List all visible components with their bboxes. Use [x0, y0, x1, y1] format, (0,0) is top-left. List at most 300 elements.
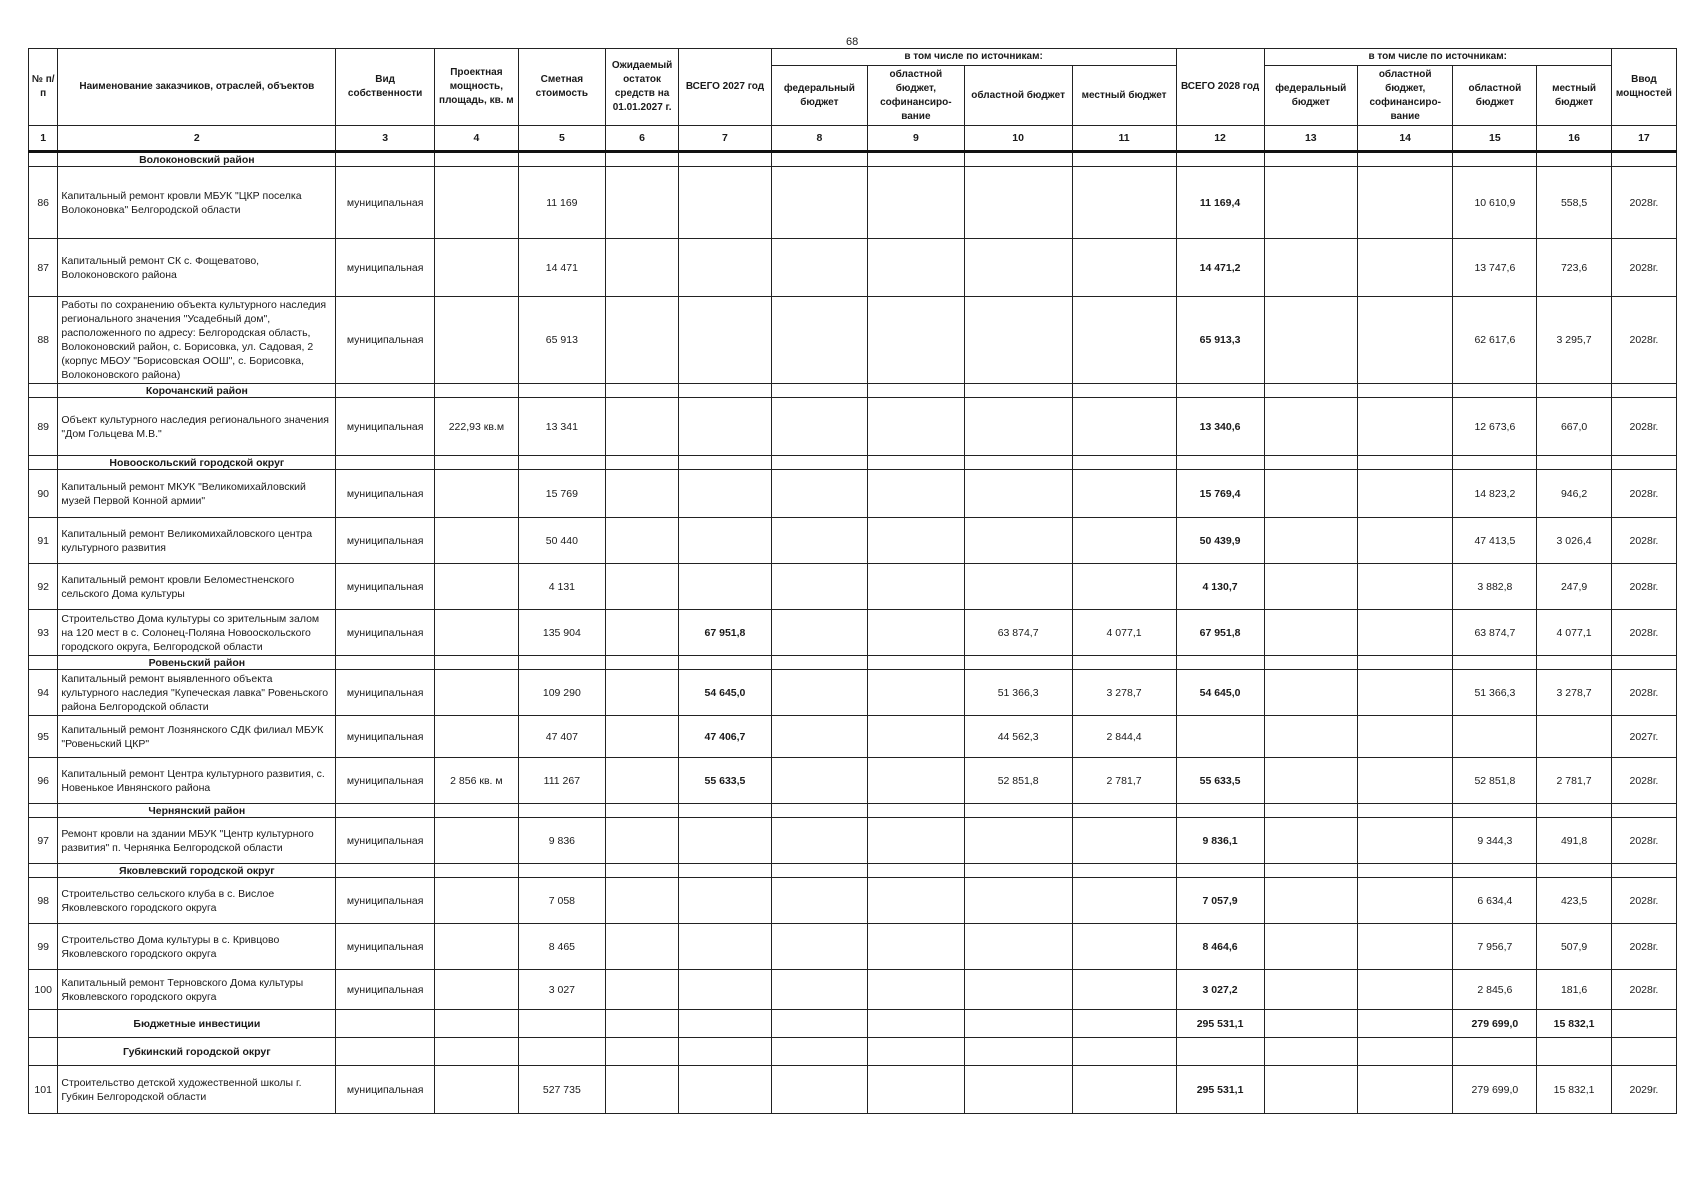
- row-number: 89: [29, 398, 58, 456]
- empty-cell: [679, 656, 771, 670]
- object-name: Строительство Дома культуры в с. Кривцово Яковлевского городского округа: [58, 924, 336, 970]
- value-cell: [868, 878, 965, 924]
- value-cell: 47 413,5: [1453, 518, 1537, 564]
- value-cell: [518, 1038, 605, 1066]
- empty-cell: [518, 804, 605, 818]
- empty-cell: [1537, 384, 1612, 398]
- value-cell: [1072, 970, 1176, 1010]
- value-cell: 13 747,6: [1453, 239, 1537, 297]
- value-cell: муниципальная: [336, 1066, 435, 1114]
- value-cell: 2028г.: [1611, 970, 1676, 1010]
- value-cell: муниципальная: [336, 610, 435, 656]
- empty-cell: [434, 384, 518, 398]
- value-cell: [771, 878, 868, 924]
- value-cell: [1264, 670, 1357, 716]
- table-row: [29, 716, 1677, 758]
- empty-cell: [1176, 152, 1264, 167]
- value-cell: [1072, 167, 1176, 239]
- value-cell: [868, 167, 965, 239]
- value-cell: [1357, 878, 1452, 924]
- empty-cell: [1611, 152, 1676, 167]
- value-cell: 8 465: [518, 924, 605, 970]
- value-cell: [1357, 970, 1452, 1010]
- value-cell: [868, 970, 965, 1010]
- value-cell: муниципальная: [336, 470, 435, 518]
- value-cell: [605, 1010, 678, 1038]
- value-cell: [771, 470, 868, 518]
- value-cell: 13 341: [518, 398, 605, 456]
- value-cell: 50 440: [518, 518, 605, 564]
- value-cell: 2 845,6: [1453, 970, 1537, 1010]
- value-cell: [1357, 818, 1452, 864]
- value-cell: 491,8: [1537, 818, 1612, 864]
- empty-cell: [605, 804, 678, 818]
- value-cell: [771, 758, 868, 804]
- value-cell: [1072, 1038, 1176, 1066]
- empty-cell: [605, 152, 678, 167]
- value-cell: [1537, 716, 1612, 758]
- empty-cell: [434, 152, 518, 167]
- value-cell: [771, 970, 868, 1010]
- row-number: 98: [29, 878, 58, 924]
- table-row: [29, 758, 1677, 804]
- value-cell: [1357, 670, 1452, 716]
- header-total-2027: ВСЕГО 2027 год: [679, 49, 771, 126]
- empty-cell: [1453, 456, 1537, 470]
- object-name: Капитальный ремонт кровли Беломестненского сельского Дома культуры: [58, 564, 336, 610]
- value-cell: [964, 167, 1072, 239]
- column-number-row: [29, 126, 1677, 152]
- empty-cell: [1357, 152, 1452, 167]
- value-cell: [964, 564, 1072, 610]
- empty-cell: [1537, 804, 1612, 818]
- value-cell: [434, 167, 518, 239]
- value-cell: 7 058: [518, 878, 605, 924]
- empty-cell: [1611, 456, 1676, 470]
- empty-cell: [434, 864, 518, 878]
- total-value: [1176, 1038, 1264, 1066]
- table-row: [29, 878, 1677, 924]
- object-name: Капитальный ремонт выявленного объекта культурного наследия "Купеческая лавка" Ровеньского района Белгородской области: [58, 670, 336, 716]
- row-number: 100: [29, 970, 58, 1010]
- object-name: Капитальный ремонт Терновского Дома культуры Яковлевского городского округа: [58, 970, 336, 1010]
- value-cell: 2028г.: [1611, 610, 1676, 656]
- value-cell: [336, 1038, 435, 1066]
- value-cell: 423,5: [1537, 878, 1612, 924]
- total-value: 11 169,4: [1176, 167, 1264, 239]
- table-row: [29, 970, 1677, 1010]
- section-spacer-cell: [29, 864, 58, 878]
- value-cell: [605, 670, 678, 716]
- value-cell: [605, 1038, 678, 1066]
- total-value: 14 471,2: [1176, 239, 1264, 297]
- empty-cell: [679, 864, 771, 878]
- total-value: [679, 970, 771, 1010]
- section-row: [29, 456, 1677, 470]
- value-cell: муниципальная: [336, 564, 435, 610]
- value-cell: [771, 398, 868, 456]
- value-cell: [1264, 610, 1357, 656]
- value-cell: муниципальная: [336, 167, 435, 239]
- total-value: 55 633,5: [1176, 758, 1264, 804]
- column-number: 7: [679, 126, 771, 152]
- section-title: Яковлевский городской округ: [58, 864, 336, 878]
- row-number: 86: [29, 167, 58, 239]
- total-value: 9 836,1: [1176, 818, 1264, 864]
- section-row: [29, 804, 1677, 818]
- total-value: [1537, 1038, 1612, 1066]
- empty-cell: [1264, 864, 1357, 878]
- empty-cell: [1072, 384, 1176, 398]
- value-cell: [1072, 470, 1176, 518]
- value-cell: [1357, 758, 1452, 804]
- value-cell: муниципальная: [336, 670, 435, 716]
- empty-cell: [771, 152, 868, 167]
- empty-cell: [964, 384, 1072, 398]
- value-cell: [771, 716, 868, 758]
- value-cell: 51 366,3: [964, 670, 1072, 716]
- total-value: 55 633,5: [679, 758, 771, 804]
- value-cell: [1264, 970, 1357, 1010]
- empty-cell: [771, 656, 868, 670]
- total-value: 15 769,4: [1176, 470, 1264, 518]
- object-name: Капитальный ремонт Великомихайловского центра культурного развития: [58, 518, 336, 564]
- empty-cell: [964, 864, 1072, 878]
- header-design-capacity: Проектная мощность, площадь, кв. м: [434, 49, 518, 126]
- value-cell: [1264, 758, 1357, 804]
- empty-cell: [679, 384, 771, 398]
- value-cell: [868, 518, 965, 564]
- row-number: 92: [29, 564, 58, 610]
- column-number: 13: [1264, 126, 1357, 152]
- value-cell: [964, 470, 1072, 518]
- value-cell: 2 781,7: [1537, 758, 1612, 804]
- total-value: 65 913,3: [1176, 297, 1264, 384]
- value-cell: [1264, 1010, 1357, 1038]
- value-cell: 6 634,4: [1453, 878, 1537, 924]
- empty-cell: [868, 456, 965, 470]
- header-federal-2027: федеральный бюджет: [771, 66, 868, 126]
- total-value: [679, 398, 771, 456]
- value-cell: [518, 1010, 605, 1038]
- value-cell: [434, 1010, 518, 1038]
- empty-cell: [1357, 384, 1452, 398]
- value-cell: 2028г.: [1611, 758, 1676, 804]
- object-name: Ремонт кровли на здании МБУК "Центр культурного развития" п. Чернянка Белгородской области: [58, 818, 336, 864]
- section-row: [29, 152, 1677, 167]
- total-value: 7 057,9: [1176, 878, 1264, 924]
- value-cell: 2028г.: [1611, 924, 1676, 970]
- empty-cell: [964, 656, 1072, 670]
- header-regional-2027: областной бюджет: [964, 66, 1072, 126]
- value-cell: [964, 1066, 1072, 1114]
- empty-cell: [1264, 804, 1357, 818]
- empty-cell: [1537, 456, 1612, 470]
- total-value: [679, 167, 771, 239]
- total-value: 4 130,7: [1176, 564, 1264, 610]
- value-cell: 9 836: [518, 818, 605, 864]
- value-cell: [868, 758, 965, 804]
- value-cell: [1357, 716, 1452, 758]
- value-cell: муниципальная: [336, 970, 435, 1010]
- empty-cell: [1072, 804, 1176, 818]
- value-cell: 3 882,8: [1453, 564, 1537, 610]
- empty-cell: [868, 864, 965, 878]
- total-value: 295 531,1: [1176, 1010, 1264, 1038]
- value-cell: [434, 878, 518, 924]
- column-number: 8: [771, 126, 868, 152]
- empty-cell: [771, 384, 868, 398]
- empty-cell: [679, 152, 771, 167]
- table-row: [29, 518, 1677, 564]
- value-cell: [434, 1066, 518, 1114]
- empty-cell: [605, 864, 678, 878]
- total-value: [679, 518, 771, 564]
- value-cell: [1072, 297, 1176, 384]
- value-cell: 2028г.: [1611, 167, 1676, 239]
- section-title: Ровеньский район: [58, 656, 336, 670]
- value-cell: [1357, 297, 1452, 384]
- total-value: 295 531,1: [1176, 1066, 1264, 1114]
- value-cell: [771, 670, 868, 716]
- empty-cell: [336, 804, 435, 818]
- value-cell: 2029г.: [1611, 1066, 1676, 1114]
- column-number: 12: [1176, 126, 1264, 152]
- empty-cell: [868, 656, 965, 670]
- value-cell: 2028г.: [1611, 297, 1676, 384]
- column-number: 1: [29, 126, 58, 152]
- empty-cell: [1357, 804, 1452, 818]
- total-value: 3 027,2: [1176, 970, 1264, 1010]
- value-cell: 9 344,3: [1453, 818, 1537, 864]
- value-cell: 14 471: [518, 239, 605, 297]
- section-row: [29, 384, 1677, 398]
- section-title: Чернянский район: [58, 804, 336, 818]
- table-row: [29, 297, 1677, 384]
- value-cell: [1072, 518, 1176, 564]
- value-cell: 3 278,7: [1537, 670, 1612, 716]
- column-number: 5: [518, 126, 605, 152]
- total-value: [679, 239, 771, 297]
- value-cell: муниципальная: [336, 239, 435, 297]
- total-value: 47 406,7: [679, 716, 771, 758]
- value-cell: 946,2: [1537, 470, 1612, 518]
- value-cell: 527 735: [518, 1066, 605, 1114]
- value-cell: [434, 716, 518, 758]
- empty-cell: [434, 804, 518, 818]
- value-cell: [434, 239, 518, 297]
- empty-cell: [1176, 384, 1264, 398]
- value-cell: [434, 470, 518, 518]
- empty-cell: [1264, 152, 1357, 167]
- table-row: [29, 564, 1677, 610]
- value-cell: [1357, 167, 1452, 239]
- object-name: Капитальный ремонт Центра культурного развития, с. Новенькое Ивнянского района: [58, 758, 336, 804]
- object-name: Строительство Дома культуры со зрительным залом на 120 мест в с. Солонец-Поляна Новооскольского городского округа, Белгородской области: [58, 610, 336, 656]
- value-cell: [1357, 470, 1452, 518]
- value-cell: [1072, 878, 1176, 924]
- value-cell: [605, 398, 678, 456]
- column-number: 4: [434, 126, 518, 152]
- value-cell: 15 832,1: [1537, 1066, 1612, 1114]
- value-cell: 723,6: [1537, 239, 1612, 297]
- column-number: 16: [1537, 126, 1612, 152]
- value-cell: [868, 398, 965, 456]
- value-cell: 14 823,2: [1453, 470, 1537, 518]
- total-row: [29, 1010, 1677, 1038]
- empty-cell: [868, 804, 965, 818]
- empty-cell: [868, 384, 965, 398]
- empty-cell: [964, 152, 1072, 167]
- empty-cell: [771, 456, 868, 470]
- total-value: 50 439,9: [1176, 518, 1264, 564]
- value-cell: 51 366,3: [1453, 670, 1537, 716]
- value-cell: [1264, 398, 1357, 456]
- value-cell: [964, 924, 1072, 970]
- total-value: 67 951,8: [1176, 610, 1264, 656]
- value-cell: [434, 297, 518, 384]
- value-cell: [964, 970, 1072, 1010]
- value-cell: 507,9: [1537, 924, 1612, 970]
- value-cell: [1072, 924, 1176, 970]
- empty-cell: [1611, 804, 1676, 818]
- section-row: [29, 864, 1677, 878]
- value-cell: [1357, 924, 1452, 970]
- value-cell: муниципальная: [336, 758, 435, 804]
- header-sources-2028: в том числе по источникам:: [1264, 49, 1611, 66]
- empty-cell: [1611, 656, 1676, 670]
- header-row-number: № п/п: [29, 49, 58, 126]
- value-cell: 3 027: [518, 970, 605, 1010]
- investment-table: [28, 48, 1677, 1114]
- value-cell: [1357, 398, 1452, 456]
- value-cell: 65 913: [518, 297, 605, 384]
- value-cell: [964, 1038, 1072, 1066]
- value-cell: 2 856 кв. м: [434, 758, 518, 804]
- header-ownership: Вид собственности: [336, 49, 435, 126]
- value-cell: [868, 1066, 965, 1114]
- empty-cell: [434, 456, 518, 470]
- value-cell: [605, 970, 678, 1010]
- column-number: 11: [1072, 126, 1176, 152]
- total-value: [679, 1038, 771, 1066]
- value-cell: [868, 564, 965, 610]
- value-cell: [605, 878, 678, 924]
- total-label: Губкинский городской округ: [58, 1038, 336, 1066]
- value-cell: муниципальная: [336, 878, 435, 924]
- value-cell: 2028г.: [1611, 878, 1676, 924]
- header-regional-cofin-2028: областной бюджет, софинансиро-вание: [1357, 66, 1452, 126]
- value-cell: [605, 610, 678, 656]
- value-cell: [1072, 1010, 1176, 1038]
- value-cell: [1264, 518, 1357, 564]
- column-number: 2: [58, 126, 336, 152]
- value-cell: [964, 398, 1072, 456]
- row-number: [29, 1010, 58, 1038]
- header-total-2028: ВСЕГО 2028 год: [1176, 49, 1264, 126]
- header-federal-2028: федеральный бюджет: [1264, 66, 1357, 126]
- empty-cell: [1264, 384, 1357, 398]
- empty-cell: [1611, 864, 1676, 878]
- column-number: 6: [605, 126, 678, 152]
- object-name: Строительство сельского клуба в с. Вислое Яковлевского городского округа: [58, 878, 336, 924]
- value-cell: [434, 818, 518, 864]
- value-cell: 2028г.: [1611, 239, 1676, 297]
- value-cell: [1072, 398, 1176, 456]
- empty-cell: [1357, 456, 1452, 470]
- empty-cell: [1072, 152, 1176, 167]
- value-cell: [1072, 818, 1176, 864]
- empty-cell: [1453, 656, 1537, 670]
- value-cell: [1357, 518, 1452, 564]
- total-value: [679, 924, 771, 970]
- empty-cell: [964, 456, 1072, 470]
- value-cell: 111 267: [518, 758, 605, 804]
- value-cell: 181,6: [1537, 970, 1612, 1010]
- value-cell: 3 026,4: [1537, 518, 1612, 564]
- empty-cell: [605, 456, 678, 470]
- table-row: [29, 818, 1677, 864]
- empty-cell: [518, 656, 605, 670]
- value-cell: [1453, 716, 1537, 758]
- value-cell: 44 562,3: [964, 716, 1072, 758]
- value-cell: [1611, 1038, 1676, 1066]
- value-cell: муниципальная: [336, 297, 435, 384]
- total-value: 279 699,0: [1453, 1010, 1537, 1038]
- value-cell: [868, 297, 965, 384]
- empty-cell: [1453, 152, 1537, 167]
- table-row: [29, 239, 1677, 297]
- empty-cell: [1537, 656, 1612, 670]
- value-cell: [434, 518, 518, 564]
- section-title: Волоконовский район: [58, 152, 336, 167]
- value-cell: 52 851,8: [1453, 758, 1537, 804]
- value-cell: [868, 1010, 965, 1038]
- value-cell: 3 295,7: [1537, 297, 1612, 384]
- column-number: 3: [336, 126, 435, 152]
- header-commissioning: Ввод мощностей: [1611, 49, 1676, 126]
- column-number: 9: [868, 126, 965, 152]
- header-regional-cofin-2027: областной бюджет, софинансиро-вание: [868, 66, 965, 126]
- value-cell: 11 169: [518, 167, 605, 239]
- column-number: 17: [1611, 126, 1676, 152]
- value-cell: муниципальная: [336, 398, 435, 456]
- value-cell: 7 956,7: [1453, 924, 1537, 970]
- empty-cell: [518, 456, 605, 470]
- value-cell: [964, 518, 1072, 564]
- row-number: 94: [29, 670, 58, 716]
- value-cell: [868, 470, 965, 518]
- value-cell: 2027г.: [1611, 716, 1676, 758]
- empty-cell: [1453, 864, 1537, 878]
- empty-cell: [518, 384, 605, 398]
- empty-cell: [336, 864, 435, 878]
- value-cell: [868, 670, 965, 716]
- value-cell: [1264, 167, 1357, 239]
- empty-cell: [336, 152, 435, 167]
- value-cell: [771, 167, 868, 239]
- empty-cell: [1176, 656, 1264, 670]
- value-cell: 2028г.: [1611, 670, 1676, 716]
- section-row: [29, 656, 1677, 670]
- empty-cell: [336, 456, 435, 470]
- table-row: [29, 167, 1677, 239]
- object-name: Капитальный ремонт Лознянского СДК филиал МБУК "Ровеньский ЦКР": [58, 716, 336, 758]
- value-cell: [771, 1066, 868, 1114]
- investment-table-sheet: [28, 48, 1677, 1114]
- value-cell: [1357, 564, 1452, 610]
- value-cell: [1357, 1066, 1452, 1114]
